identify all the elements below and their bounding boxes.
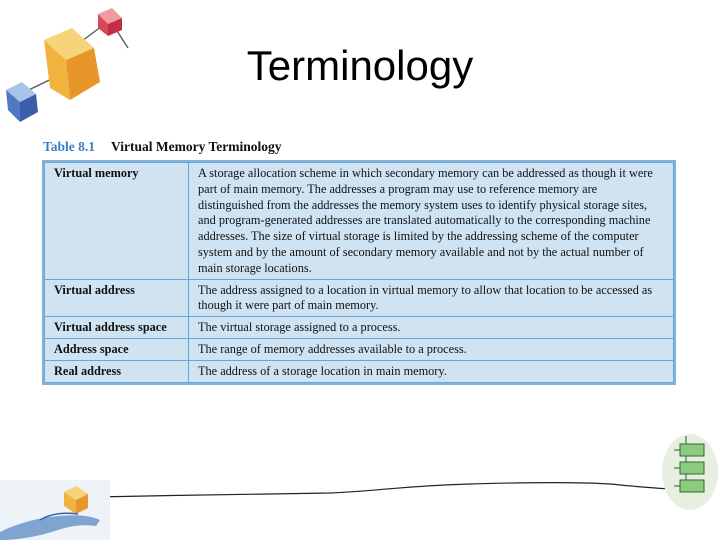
hand-with-cube-icon <box>0 470 110 540</box>
stacked-boxes-icon <box>660 432 720 540</box>
slide-title: Terminology <box>246 42 474 89</box>
term-cell: Real address <box>45 360 189 382</box>
term-cell: Address space <box>45 338 189 360</box>
definition-cell: The virtual storage assigned to a process. <box>189 317 674 339</box>
term-cell: Virtual memory <box>45 163 189 280</box>
table-number: Table 8.1 <box>43 139 96 154</box>
definition-cell: The address assigned to a location in virtual memory to allow that location to be accessed as though it were part of main memory. <box>189 279 674 317</box>
term-cell: Virtual address space <box>45 317 189 339</box>
definition-cell: The range of memory addresses available to a process. <box>189 338 674 360</box>
table-caption-text: Virtual Memory Terminology <box>111 139 282 154</box>
term-cell: Virtual address <box>45 279 189 317</box>
definition-cell: The address of a storage location in main memory. <box>189 360 674 382</box>
definition-cell: A storage allocation scheme in which secondary memory can be addressed as though it were part of main memory. The addresses a program may use to reference memory are distinguished from the addresses the memory system uses to identify physical storage sites, and program-generated addresses are translated automatically to the corresponding machine addresses. The size of virtual storage is limited by the addressing scheme of the computer system and by the amount of secondary memory available and not by the actual number of main storage locations. <box>189 163 674 280</box>
